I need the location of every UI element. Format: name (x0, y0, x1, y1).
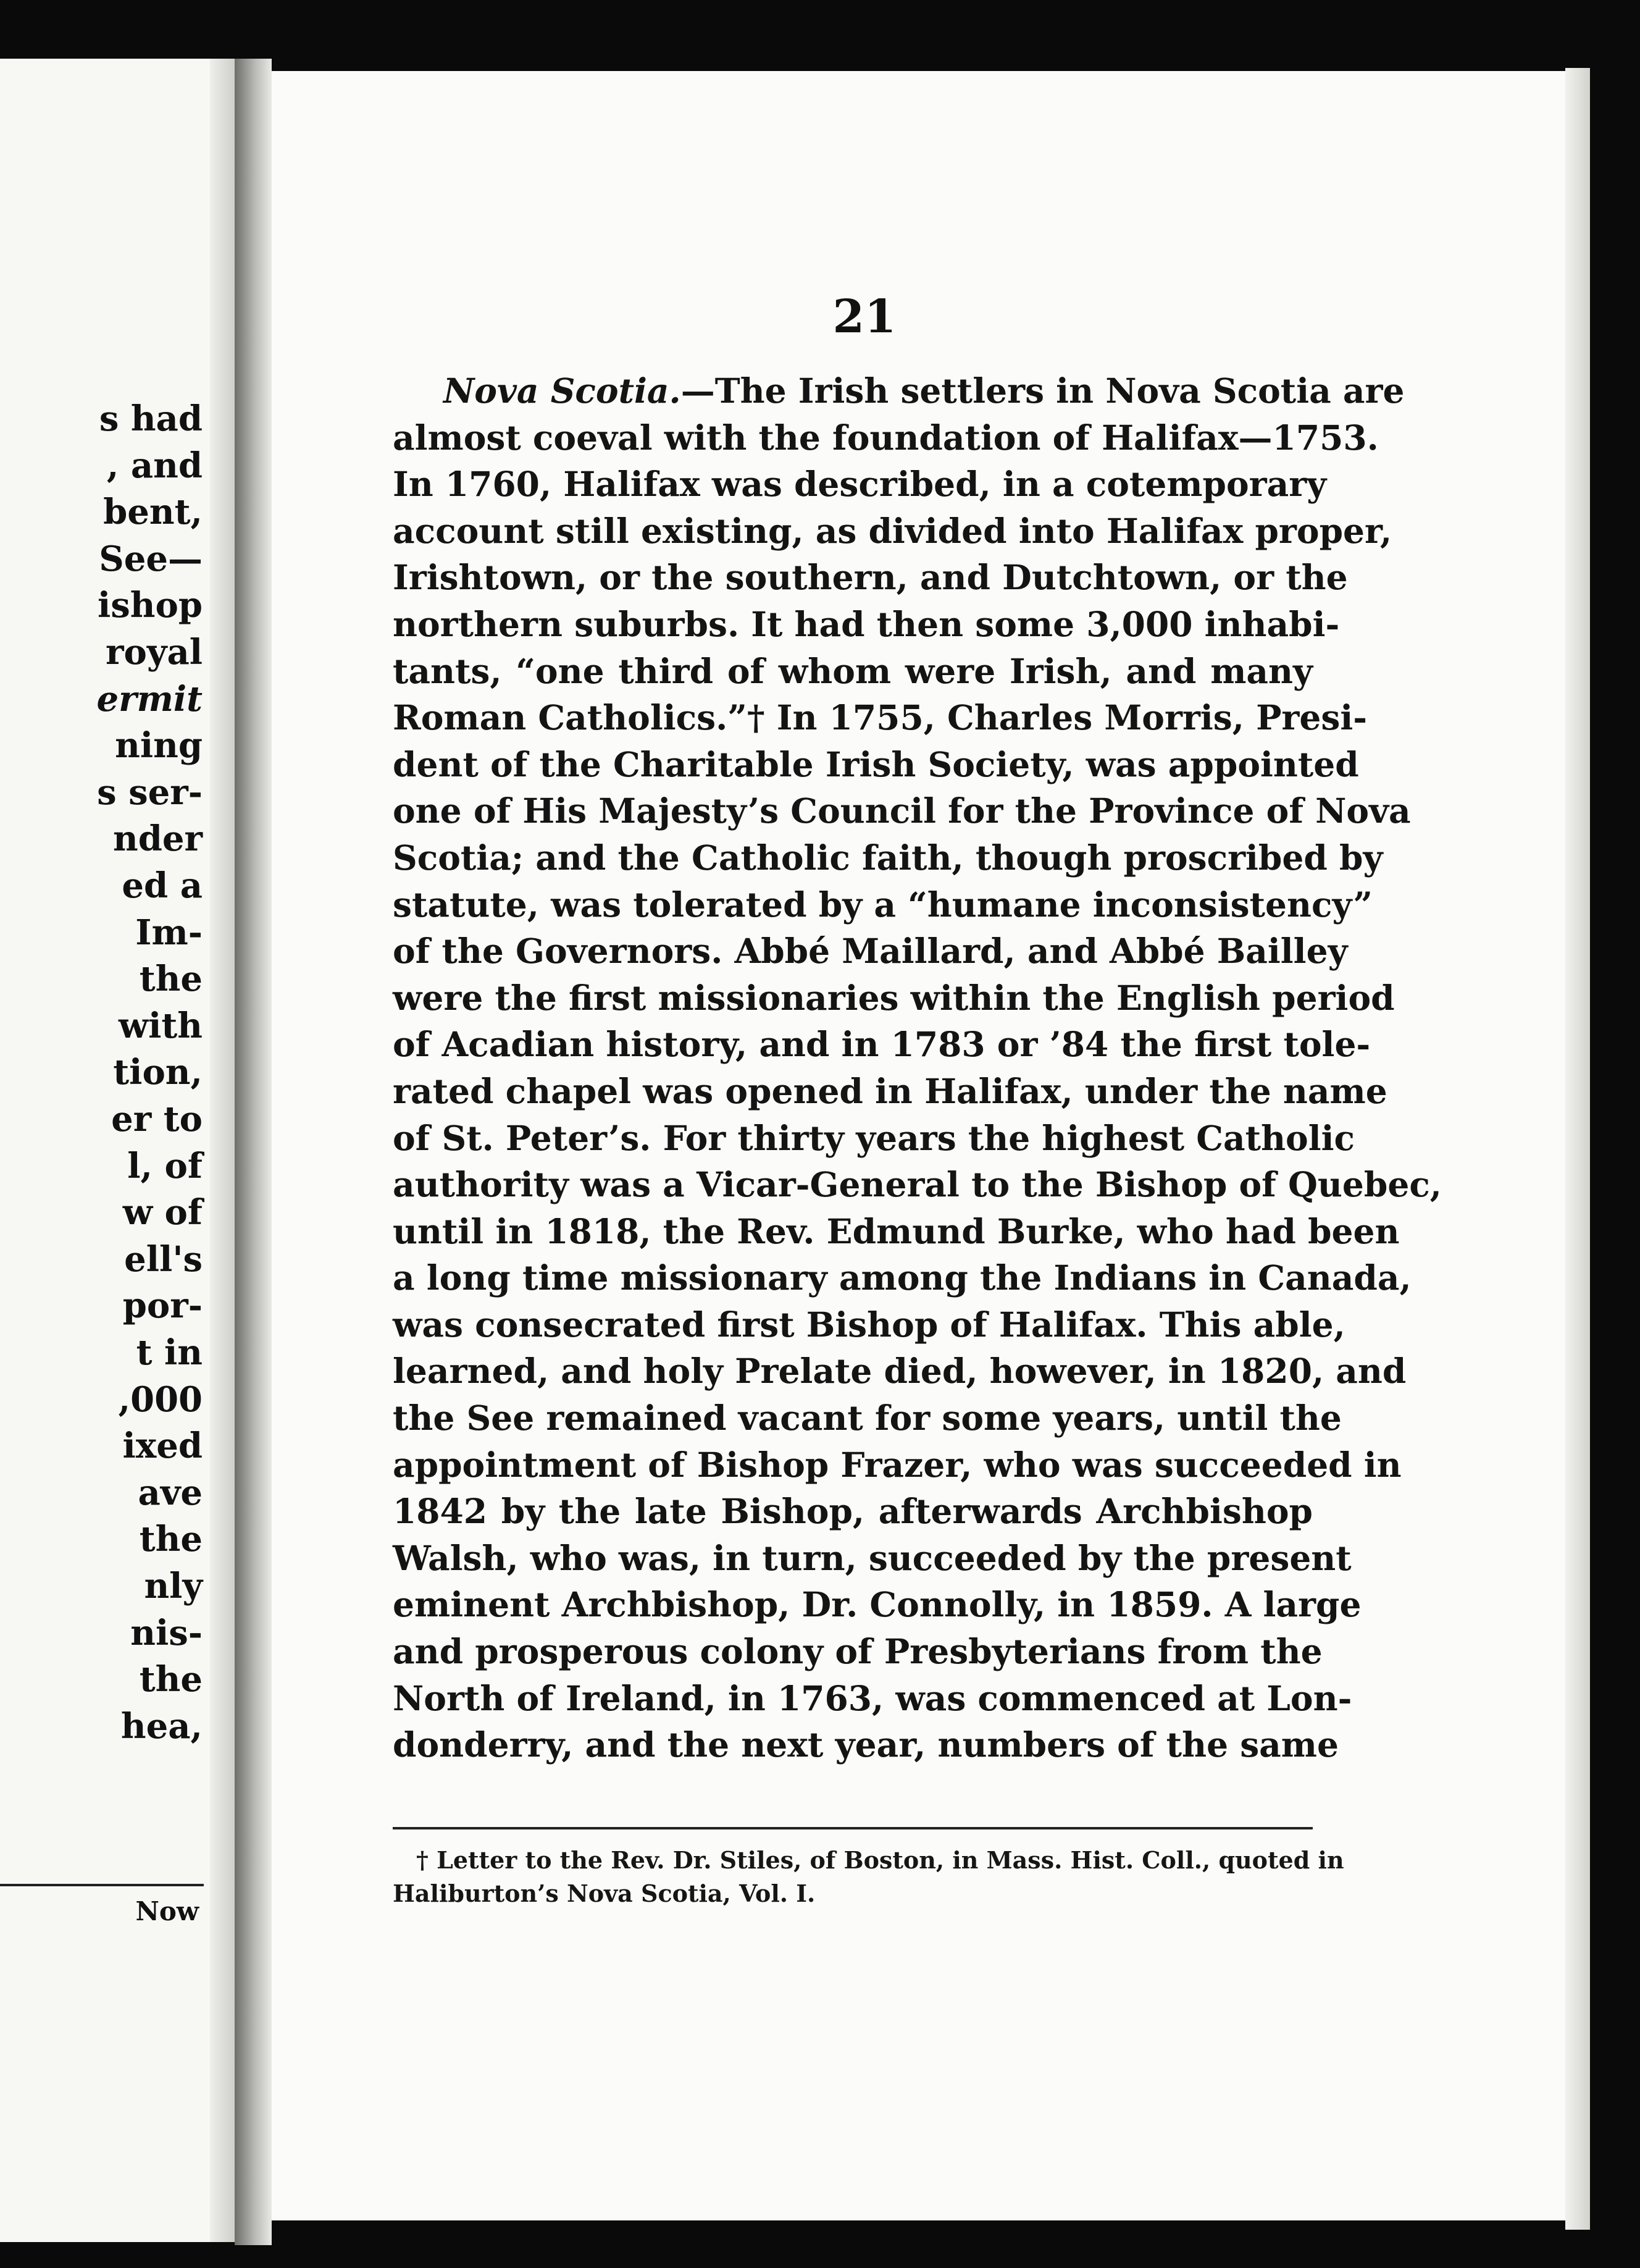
body-line: Scotia; and the Catholic faith, though proscribed by (393, 837, 1383, 878)
body-line: statute, was tolerated by a “humane inconsistency” (393, 884, 1373, 925)
body-line: Irishtown, or the southern, and Dutchtown, or the (393, 557, 1348, 598)
left-line-fragment: nis- (130, 1612, 203, 1653)
right-page-edge (1565, 68, 1590, 2230)
left-line-fragment: ell's (124, 1238, 203, 1280)
left-line-fragment: the (139, 1519, 203, 1560)
body-line: Walsh, who was, in turn, succeeded by the present (393, 1537, 1352, 1578)
left-line-fragment: bent, (103, 492, 203, 533)
left-line-fragment: er to (111, 1099, 203, 1140)
body-line: of Acadian history, and in 1783 or ’84 the first tole- (393, 1024, 1371, 1065)
book-gutter (235, 59, 272, 2245)
body-line: a long time missionary among the Indians in Canada, (393, 1258, 1412, 1298)
left-line-fragment: Im- (135, 912, 203, 953)
body-line (393, 368, 1405, 414)
left-line-fragment: ed a (122, 865, 203, 906)
body-line: was consecrated first Bishop of Halifax. This able, (393, 1304, 1345, 1345)
left-line-fragment: nly (144, 1566, 203, 1606)
body-line: tants, “one third of whom were Irish, and many (393, 650, 1313, 691)
body-line: account still existing, as divided into Halifax proper, (393, 510, 1392, 551)
body-line: In 1760, Halifax was described, in a cotemporary (393, 464, 1327, 505)
body-text (393, 368, 1442, 1768)
body-line: until in 1818, the Rev. Edmund Burke, who had been (393, 1211, 1400, 1251)
left-line-fragment: See— (99, 538, 203, 579)
footnote-line-2: Haliburton’s Nova Scotia, Vol. I. (393, 1880, 816, 1907)
left-footnote-rule (0, 1884, 204, 1886)
left-page-edge (210, 59, 235, 2242)
left-line-fragment: ermit (96, 678, 203, 720)
body-line: North of Ireland, in 1763, was commenced at Lon- (393, 1678, 1352, 1718)
body-line: and prosperous colony of Presbyterians from the (393, 1631, 1323, 1672)
left-line-fragment: the (139, 1659, 203, 1700)
left-line-fragment: l, of (127, 1145, 203, 1186)
section-heading: Nova Scotia. (443, 371, 681, 411)
body-line: of the Governors. Abbé Maillard, and Abbé Bailley (393, 931, 1348, 972)
body-line: dent of the Charitable Irish Society, was appointed (393, 744, 1359, 784)
left-line-fragment: w of (122, 1192, 203, 1233)
left-footer-fragment: Now (135, 1896, 199, 1926)
left-page-fragment (0, 59, 235, 2242)
body-line: authority was a Vicar-General to the Bishop of Quebec, (393, 1164, 1442, 1205)
body-line: almost coeval with the foundation of Halifax—1753. (393, 417, 1379, 458)
left-line-fragment: hea, (120, 1705, 203, 1747)
body-line: the See remained vacant for some years, until the (393, 1398, 1342, 1438)
left-line-fragment: nder (112, 818, 203, 860)
left-line-fragment: tion, (113, 1052, 203, 1093)
body-line: 1842 by the late Bishop, afterwards Archbishop (393, 1491, 1313, 1532)
body-line: one of His Majesty’s Council for the Province of Nova (393, 791, 1411, 831)
footnote-rule (393, 1827, 1313, 1829)
left-line-fragment: ,000 (118, 1379, 203, 1420)
left-line-fragment: s ser- (97, 771, 203, 813)
body-line: Roman Catholics.”† In 1755, Charles Morris, Presi- (393, 697, 1368, 738)
body-line: northern suburbs. It had then some 3,000 inhabi- (393, 603, 1340, 644)
left-line-fragment: royal (106, 632, 203, 673)
body-line: appointment of Bishop Frazer, who was succeeded in (393, 1444, 1402, 1485)
left-line-fragment: the (139, 959, 203, 1000)
left-line-fragment: ishop (97, 585, 203, 626)
page-number: 21 (832, 290, 897, 343)
left-line-fragment: t in (136, 1332, 203, 1373)
body-line: rated chapel was opened in Halifax, under the name (393, 1070, 1387, 1111)
left-line-fragment: , and (106, 445, 203, 486)
body-line: learned, and holy Prelate died, however, in 1820, and (393, 1351, 1407, 1392)
left-line-fragment: ave (138, 1472, 203, 1513)
left-line-fragment: ning (115, 725, 203, 766)
footnote-line-1: † Letter to the Rev. Dr. Stiles, of Boston, in Mass. Hist. Coll., quoted in (416, 1846, 1344, 1874)
body-line-text: —The Irish settlers in Nova Scotia are (680, 371, 1405, 411)
left-line-fragment: s had (99, 398, 203, 439)
left-line-fragment: with (118, 1005, 203, 1046)
left-line-fragment: por- (122, 1285, 203, 1327)
footnote (393, 1844, 1344, 1910)
body-line: eminent Archbishop, Dr. Connolly, in 1859. A large (393, 1584, 1362, 1625)
body-line: donderry, and the next year, numbers of the same (393, 1724, 1339, 1765)
body-line: of St. Peter’s. For thirty years the highest Catholic (393, 1117, 1355, 1158)
left-line-fragment: ixed (122, 1426, 203, 1467)
body-line: were the first missionaries within the English period (393, 977, 1395, 1018)
